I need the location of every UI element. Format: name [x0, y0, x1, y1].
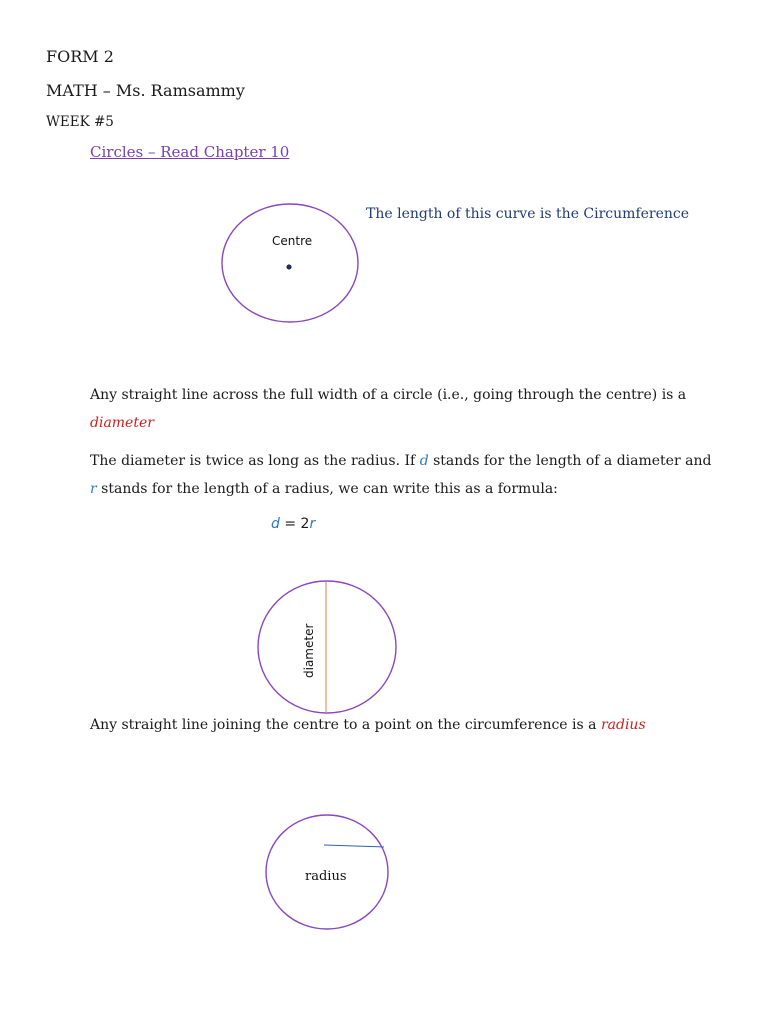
radius-line: [324, 845, 384, 847]
week-label: WEEK #5: [46, 114, 114, 130]
diameter-label: diameter: [302, 623, 316, 678]
section-title[interactable]: Circles – Read Chapter 10: [90, 143, 290, 161]
variable-r: r: [90, 481, 97, 497]
formula-equals: = 2: [279, 516, 310, 532]
formula-text-part1: The diameter is twice as long as the radius. If: [90, 453, 416, 469]
diameter-term: diameter: [90, 415, 154, 431]
formula-explanation: [90, 447, 720, 503]
form-label: FORM 2: [46, 47, 114, 66]
radius-definition: [90, 711, 720, 739]
formula-text-part3: stands for the length of a radius, we can write this as a formula:: [101, 481, 558, 497]
centre-label: Centre: [272, 234, 313, 248]
centre-dot: [287, 265, 291, 269]
circle-outline: [222, 204, 358, 322]
formula-text-part2: stands for the length of a diameter and: [433, 453, 712, 469]
radius-circle-outline: [266, 815, 388, 929]
diameter-definition-text: Any straight line across the full width of a circle (i.e., going through the centre) is a: [90, 387, 687, 403]
formula-rhs: r: [309, 516, 316, 532]
radius-term: radius: [600, 717, 646, 733]
diameter-formula: [271, 516, 315, 532]
diameter-circle-outline: [258, 581, 396, 713]
subject-teacher-label: MATH – Ms. Ramsammy: [46, 81, 245, 100]
circumference-callout: The length of this curve is the Circumference: [366, 206, 690, 222]
radius-label: radius: [305, 869, 347, 884]
diameter-definition: [90, 381, 720, 437]
variable-d: d: [419, 453, 429, 469]
formula-lhs: d: [271, 516, 280, 532]
radius-definition-text: Any straight line joining the centre to a point on the circumference is a: [90, 717, 597, 733]
